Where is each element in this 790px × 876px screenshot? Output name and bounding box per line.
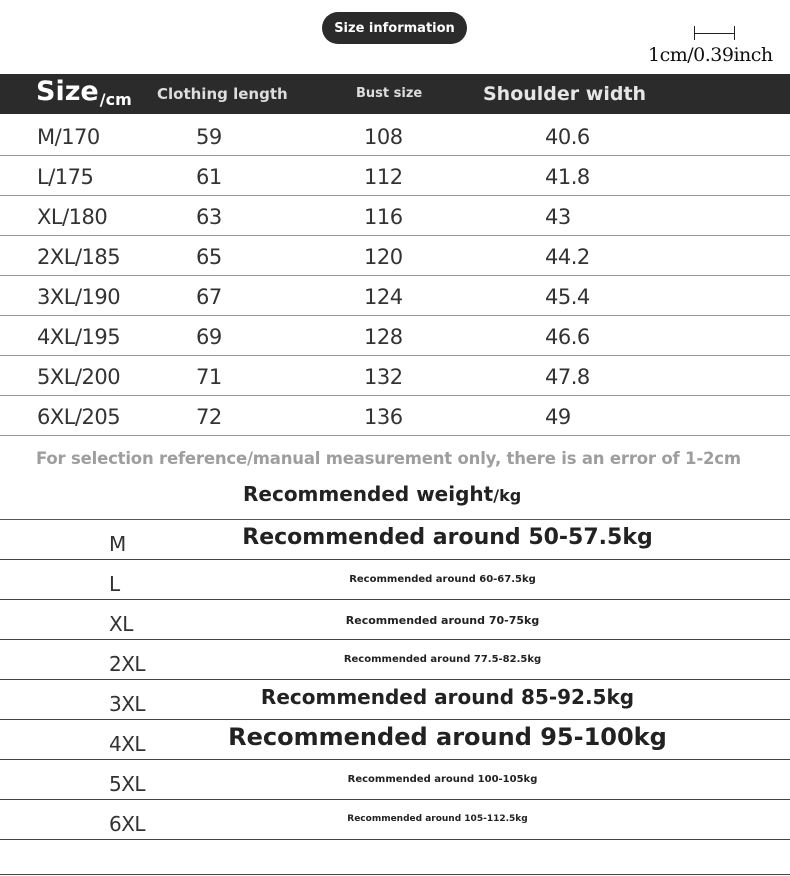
weight-size: 5XL [109,772,146,796]
cell-bust: 112 [364,165,403,189]
measurement-note: For selection reference/manual measurement only, there is an error of 1-2cm [36,449,741,468]
weight-size: M [109,532,126,556]
weight-size: 4XL [109,732,146,756]
header-clothing-length: Clothing length [157,85,288,103]
cell-size: M/170 [37,125,100,149]
weight-section-title [0,480,790,520]
weight-size: 6XL [109,812,146,836]
list-item [0,800,790,840]
weight-recommendation: Recommended around 60-67.5kg [349,574,536,585]
cell-size: 5XL/200 [37,365,121,389]
cell-bust: 116 [364,205,403,229]
size-information-title: Size information [322,12,467,44]
weight-recommendation: Recommended around 85-92.5kg [260,685,635,709]
header-size [36,76,132,107]
size-table-header [0,74,790,114]
cell-size: XL/180 [37,205,108,229]
list-item [0,640,790,680]
cell-shoulder: 43 [545,205,571,229]
cell-length: 61 [196,165,222,189]
scale-ruler-icon [694,33,734,34]
cell-bust: 136 [364,405,403,429]
weight-title-text [243,482,521,506]
table-row [0,116,790,156]
cell-size: 3XL/190 [37,285,121,309]
table-row [0,276,790,316]
cell-length: 71 [196,365,222,389]
table-row [0,236,790,276]
weight-title-label: Recommended weight [243,482,494,506]
weight-recommendation: Recommended around 95-100kg [228,723,667,751]
list-item [0,760,790,800]
cell-size: 2XL/185 [37,245,121,269]
list-item [0,680,790,720]
cell-size: 6XL/205 [37,405,121,429]
weight-recommendation: Recommended around 105-112.5kg [347,814,528,824]
weight-title-unit: /kg [493,486,522,505]
cell-length: 63 [196,205,222,229]
cell-length: 59 [196,125,222,149]
header-size-unit: /cm [99,90,132,109]
scale-label: 1cm/0.39inch [648,44,773,66]
cell-size: 4XL/195 [37,325,121,349]
cell-length: 69 [196,325,222,349]
cell-shoulder: 40.6 [545,125,590,149]
weight-recommendation: Recommended around 70-75kg [345,614,540,627]
weight-recommendation: Recommended around 50-57.5kg [242,525,653,550]
weight-size: XL [109,612,133,636]
weight-size: 3XL [109,692,146,716]
bottom-divider [0,874,790,875]
cell-shoulder: 44.2 [545,245,590,269]
cell-bust: 132 [364,365,403,389]
list-item [0,720,790,760]
cell-shoulder: 41.8 [545,165,590,189]
cell-shoulder: 49 [545,405,571,429]
weight-size: L [109,572,120,596]
weight-size: 2XL [109,652,146,676]
cell-shoulder: 46.6 [545,325,590,349]
header-shoulder-width: Shoulder width [483,83,647,105]
weight-recommendation: Recommended around 77.5-82.5kg [343,654,542,665]
list-item [0,520,790,560]
cell-shoulder: 47.8 [545,365,590,389]
table-row [0,396,790,436]
header-size-label: Size [36,76,99,107]
list-item [0,600,790,640]
cell-length: 65 [196,245,222,269]
cell-length: 72 [196,405,222,429]
cell-bust: 108 [364,125,403,149]
cell-bust: 120 [364,245,403,269]
table-row [0,316,790,356]
table-row [0,196,790,236]
list-item [0,560,790,600]
cell-bust: 128 [364,325,403,349]
table-row [0,156,790,196]
cell-shoulder: 45.4 [545,285,590,309]
cell-size: L/175 [37,165,94,189]
header-bust-size: Bust size [356,86,423,101]
cell-length: 67 [196,285,222,309]
table-row [0,356,790,396]
cell-bust: 124 [364,285,403,309]
weight-recommendation: Recommended around 100-105kg [347,774,538,785]
